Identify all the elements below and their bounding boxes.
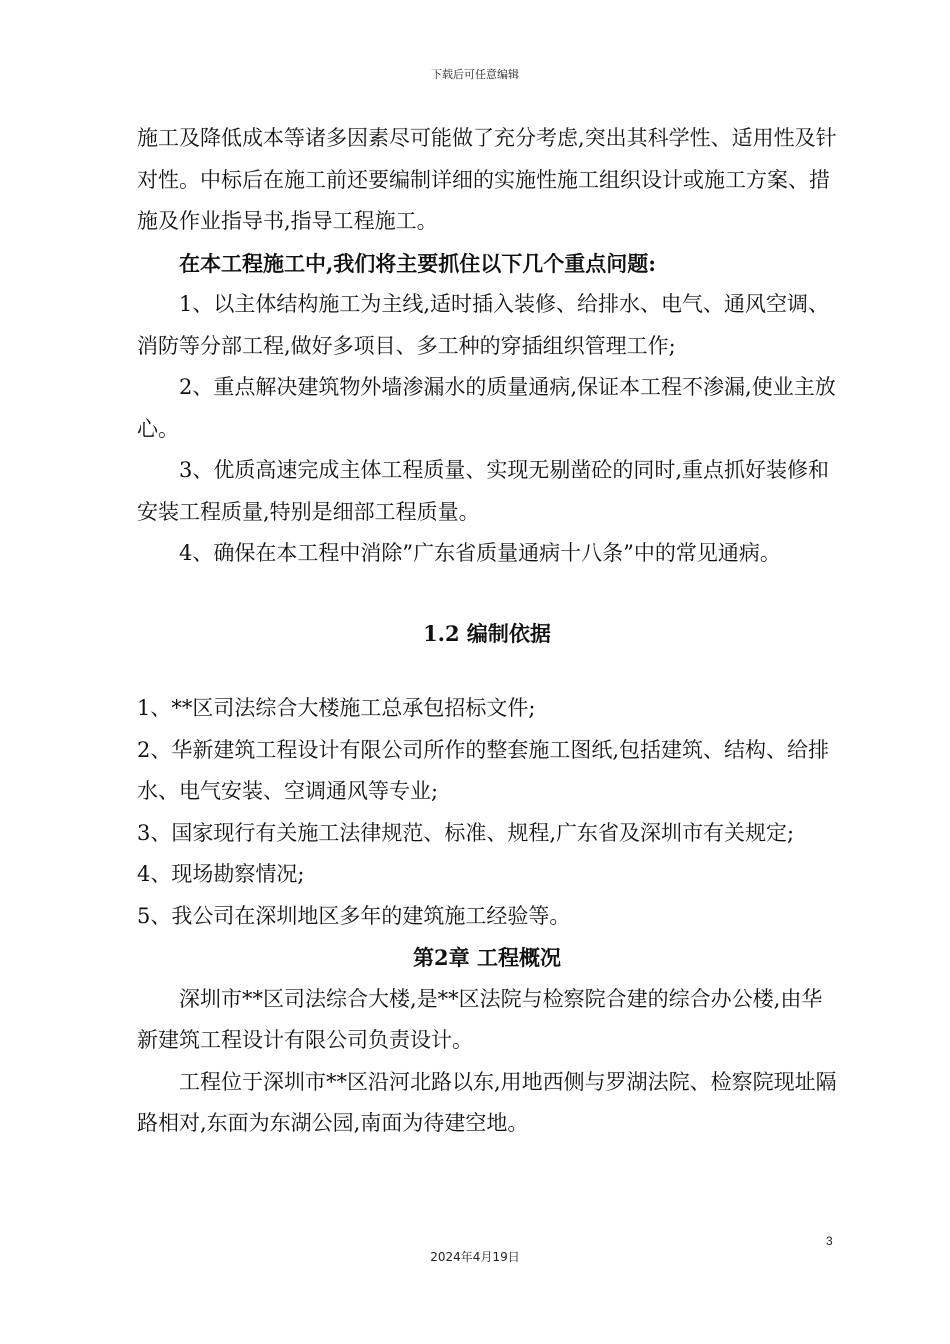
chapter-title: 第2章 工程概况 <box>413 945 561 970</box>
basis-item-4: 4、现场勘察情况; <box>137 862 305 886</box>
focus-item-2: 2、重点解决建筑物外墙渗漏水的质量通病,保证本工程不渗漏,使业主放心。 <box>137 375 836 441</box>
basis-item-2: 2、华新建筑工程设计有限公司所作的整套施工图纸,包括建筑、结构、给排水、电气安装、空调通风等专业; <box>137 737 830 803</box>
focus-title: 在本工程施工中,我们将主要抓住以下几个重点问题: <box>179 250 657 276</box>
chapter-paragraph-2: 工程位于深圳市**区沿河北路以东,用地西侧与罗湖法院、检察院现址隔路相对,东面为东湖公园,南面为待建空地。 <box>137 1069 837 1135</box>
intro-paragraph: 施工及降低成本等诸多因素尽可能做了充分考虑,突出其科学性、适用性及针对性。中标后在施工前还要编制详细的实施性施工组织设计或施工方案、措施及作业指导书,指导工程施工。 <box>137 126 837 233</box>
basis-item-5: 5、我公司在深圳地区多年的建筑施工经验等。 <box>137 903 571 928</box>
basis-item-1: 1、**区司法综合大楼施工总承包招标文件; <box>137 696 536 720</box>
page-header: 下载后可任意编辑 <box>431 68 519 81</box>
basis-list <box>137 688 837 937</box>
chapter-paragraph-1: 深圳市**区司法综合大楼,是**区法院与检察院合建的综合办公楼,由华新建筑工程设计有限公司负责设计。 <box>137 986 823 1052</box>
focus-item-3: 3、优质高速完成主体工程质量、实现无剔凿砼的同时,重点抓好装修和安装工程质量,特别是细部工程质量。 <box>137 458 830 524</box>
basis-item-3: 3、国家现行有关施工法律规范、标准、规程,广东省及深圳市有关规定; <box>137 820 795 845</box>
document-body <box>137 118 837 1145</box>
focus-item-1: 1、以主体结构施工为主线,适时插入装修、给排水、电气、通风空调、消防等分部工程,做好多项目、多工种的穿插组织管理工作; <box>137 292 830 358</box>
page-number: 3 <box>826 1234 833 1248</box>
footer-date: 2024年4月19日 <box>430 1250 520 1264</box>
focus-item-4: 4、确保在本工程中消除”广东省质量通病十八条”中的常见通病。 <box>179 541 781 565</box>
section-title-basis: 1.2 编制依据 <box>423 620 551 646</box>
